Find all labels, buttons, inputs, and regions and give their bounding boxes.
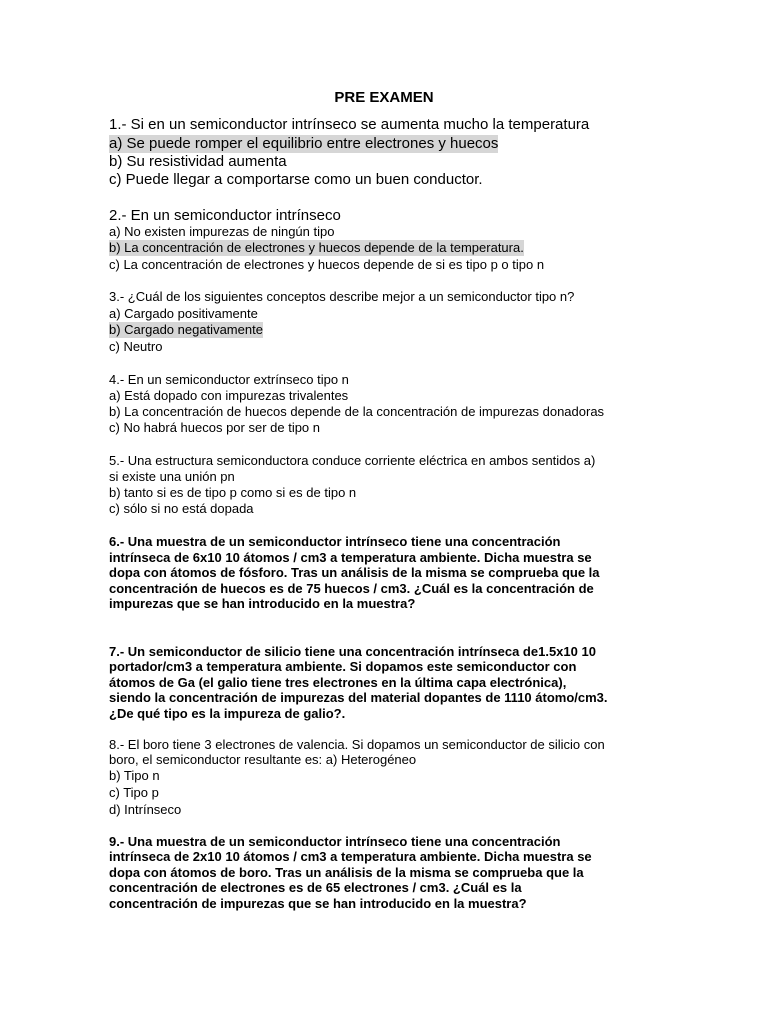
- question-7-line-2: portador/cm3 a temperatura ambiente. Si dopamos este semiconductor con: [109, 659, 577, 674]
- question-3-prompt: 3.- ¿Cuál de los siguientes conceptos describe mejor a un semiconductor tipo n?: [109, 289, 575, 304]
- page-title: PRE EXAMEN: [334, 89, 434, 106]
- question-6-line-1: 6.- Una muestra de un semiconductor intrínseco tiene una concentración: [109, 534, 561, 549]
- question-7-line-4: siendo la concentración de impurezas del material dopantes de 1110 átomo/cm3.: [109, 690, 608, 705]
- question-1-option-c: c) Puede llegar a comportarse como un buen conductor.: [109, 171, 483, 188]
- question-4-prompt: 4.- En un semiconductor extrínseco tipo n: [109, 372, 349, 387]
- question-3-option-b-highlighted: b) Cargado negativamente: [109, 322, 263, 337]
- question-2-option-c: c) La concentración de electrones y huecos depende de si es tipo p o tipo n: [109, 257, 545, 272]
- question-6-line-3: dopa con átomos de fósforo. Tras un análisis de la misma se comprueba que la: [109, 565, 600, 580]
- question-9-line-5: concentración de impurezas que se han introducido en la muestra?: [109, 896, 527, 911]
- question-7-line-1: 7.- Un semiconductor de silicio tiene una concentración intrínseca de1.5x10 10: [109, 644, 596, 659]
- question-4-option-b: b) La concentración de huecos depende de la concentración de impurezas donadoras: [109, 404, 605, 419]
- question-3-option-a: a) Cargado positivamente: [109, 306, 258, 321]
- question-8-prompt-line-2: boro, el semiconductor resultante es: a) Heterogéneo: [109, 752, 417, 767]
- question-3-option-c: c) Neutro: [109, 339, 163, 354]
- question-5-option-b: b) tanto si es de tipo p como si es de tipo n: [109, 485, 357, 500]
- question-6-line-2: intrínseca de 6x10 10 átomos / cm3 a temperatura ambiente. Dicha muestra se: [109, 550, 592, 565]
- question-8-prompt-line-1: 8.- El boro tiene 3 electrones de valencia. Si dopamos un semiconductor de silicio con: [109, 737, 605, 752]
- question-7-line-5: ¿De qué tipo es la impureza de galio?.: [109, 706, 346, 721]
- question-9-line-2: intrínseca de 2x10 10 átomos / cm3 a temperatura ambiente. Dicha muestra se: [109, 849, 592, 864]
- question-1-prompt: 1.- Si en un semiconductor intrínseco se aumenta mucho la temperatura: [109, 116, 590, 133]
- question-8-option-c: c) Tipo p: [109, 785, 159, 800]
- question-5-prompt-line-1: 5.- Una estructura semiconductora conduce corriente eléctrica en ambos sentidos a): [109, 453, 596, 468]
- question-8-option-d: d) Intrínseco: [109, 802, 182, 817]
- question-6-line-4: concentración de huecos es de 75 huecos / cm3. ¿Cuál es la concentración de: [109, 581, 594, 596]
- question-5-option-c: c) sólo si no está dopada: [109, 501, 254, 516]
- question-6-line-5: impurezas que se han introducido en la muestra?: [109, 596, 416, 611]
- question-9-line-3: dopa con átomos de boro. Tras un análisis de la misma se comprueba que la: [109, 865, 584, 880]
- question-9-line-1: 9.- Una muestra de un semiconductor intrínseco tiene una concentración: [109, 834, 561, 849]
- question-7-line-3: átomos de Ga (el galio tiene tres electrones en la última capa electrónica),: [109, 675, 567, 690]
- question-9-line-4: concentración de electrones es de 65 electrones / cm3. ¿Cuál es la: [109, 880, 522, 895]
- question-2-option-b-highlighted: b) La concentración de electrones y huecos depende de la temperatura.: [109, 240, 524, 255]
- question-8-option-b: b) Tipo n: [109, 768, 160, 783]
- question-2-prompt: 2.- En un semiconductor intrínseco: [109, 207, 341, 224]
- question-5-prompt-line-2: si existe una unión pn: [109, 469, 235, 484]
- question-2-option-a: a) No existen impurezas de ningún tipo: [109, 224, 335, 239]
- question-1-option-b: b) Su resistividad aumenta: [109, 153, 287, 170]
- question-4-option-a: a) Está dopado con impurezas trivalentes: [109, 388, 349, 403]
- question-4-option-c: c) No habrá huecos por ser de tipo n: [109, 420, 321, 435]
- question-1-option-a-highlighted: a) Se puede romper el equilibrio entre electrones y huecos: [109, 135, 499, 152]
